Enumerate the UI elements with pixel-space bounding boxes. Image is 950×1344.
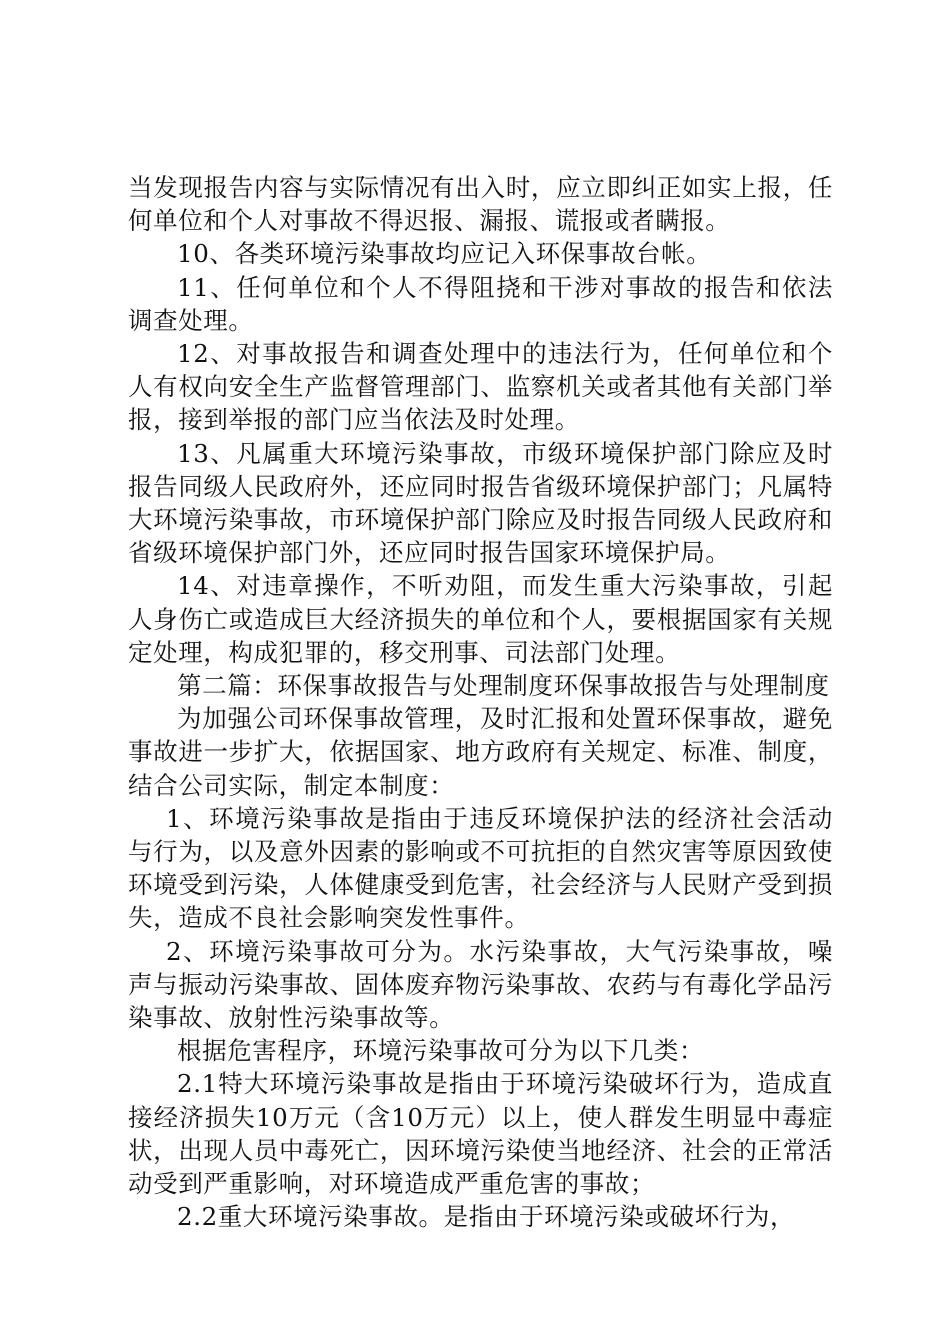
paragraph-item-12: 12、对事故报告和调查处理中的违法行为，任何单位和个人有权向安全生产监督管理部门、监察机关或者其他有关部门举报，接到举报的部门应当依法及时处理。 (128, 339, 833, 435)
section-heading: 第二篇：环保事故报告与处理制度环保事故报告与处理制度 (177, 671, 830, 701)
paragraph-intro: 为加强公司环保事故管理，及时汇报和处置环保事故，避免事故进一步扩大，依据国家、地方政府有关规定、标准、制度，结合公司实际，制定本制度： (128, 704, 833, 800)
paragraph-item-2: 2、环境污染事故可分为。水污染事故，大气污染事故，噪声与振动污染事故、固体废弃物污染事故、农药与有毒化学品污染事故、放射性污染事故等。 (128, 936, 833, 1033)
document-body (128, 171, 833, 1234)
paragraph-classification: 根据危害程序，环境污染事故可分为以下几类： (177, 1036, 705, 1066)
paragraph-item-13: 13、凡属重大环境污染事故，市级环境保护部门除应及时报告同级人民政府外，还应同时报告省级环境保护部门；凡属特大环境污染事故，市环境保护部门除应及时报告同级人民政府和省级环境保护部门外，还应同时报告国家环境保护局。 (128, 438, 833, 568)
paragraph-continuation: 当发现报告内容与实际情况有出入时，应立即纠正如实上报，任何单位和个人对事故不得迟报、漏报、谎报或者瞒报。 (128, 173, 833, 236)
paragraph-item-2-2: 2.2重大环境污染事故。是指由于环境污染或破坏行为， (177, 1202, 796, 1232)
paragraph-item-14: 14、对违章操作，不听劝阻，而发生重大污染事故，引起人身伤亡或造成巨大经济损失的单位和个人，要根据国家有关规定处理，构成犯罪的，移交刑事、司法部门处理。 (128, 571, 833, 667)
paragraph-item-11: 11、任何单位和个人不得阻挠和干涉对事故的报告和依法调查处理。 (128, 272, 833, 335)
paragraph-item-2-1: 2.1特大环境污染事故是指由于环境污染破坏行为，造成直接经济损失10万元（含10万元）以上，使人群发生明显中毒症状，出现人员中毒死亡，因环境污染使当地经济、社会的正常活动受到严重影响，对环境造成严重危害的事故； (128, 1069, 833, 1199)
paragraph-item-10: 10、各类环境污染事故均应记入环保事故台帐。 (177, 239, 712, 269)
paragraph-item-1: 1、环境污染事故是指由于违反环境保护法的经济社会活动与行为，以及意外因素的影响或不可抗拒的自然灾害等原因致使环境受到污染，人体健康受到危害，社会经济与人民财产受到损失，造成不良社会影响突发性事件。 (128, 803, 833, 933)
